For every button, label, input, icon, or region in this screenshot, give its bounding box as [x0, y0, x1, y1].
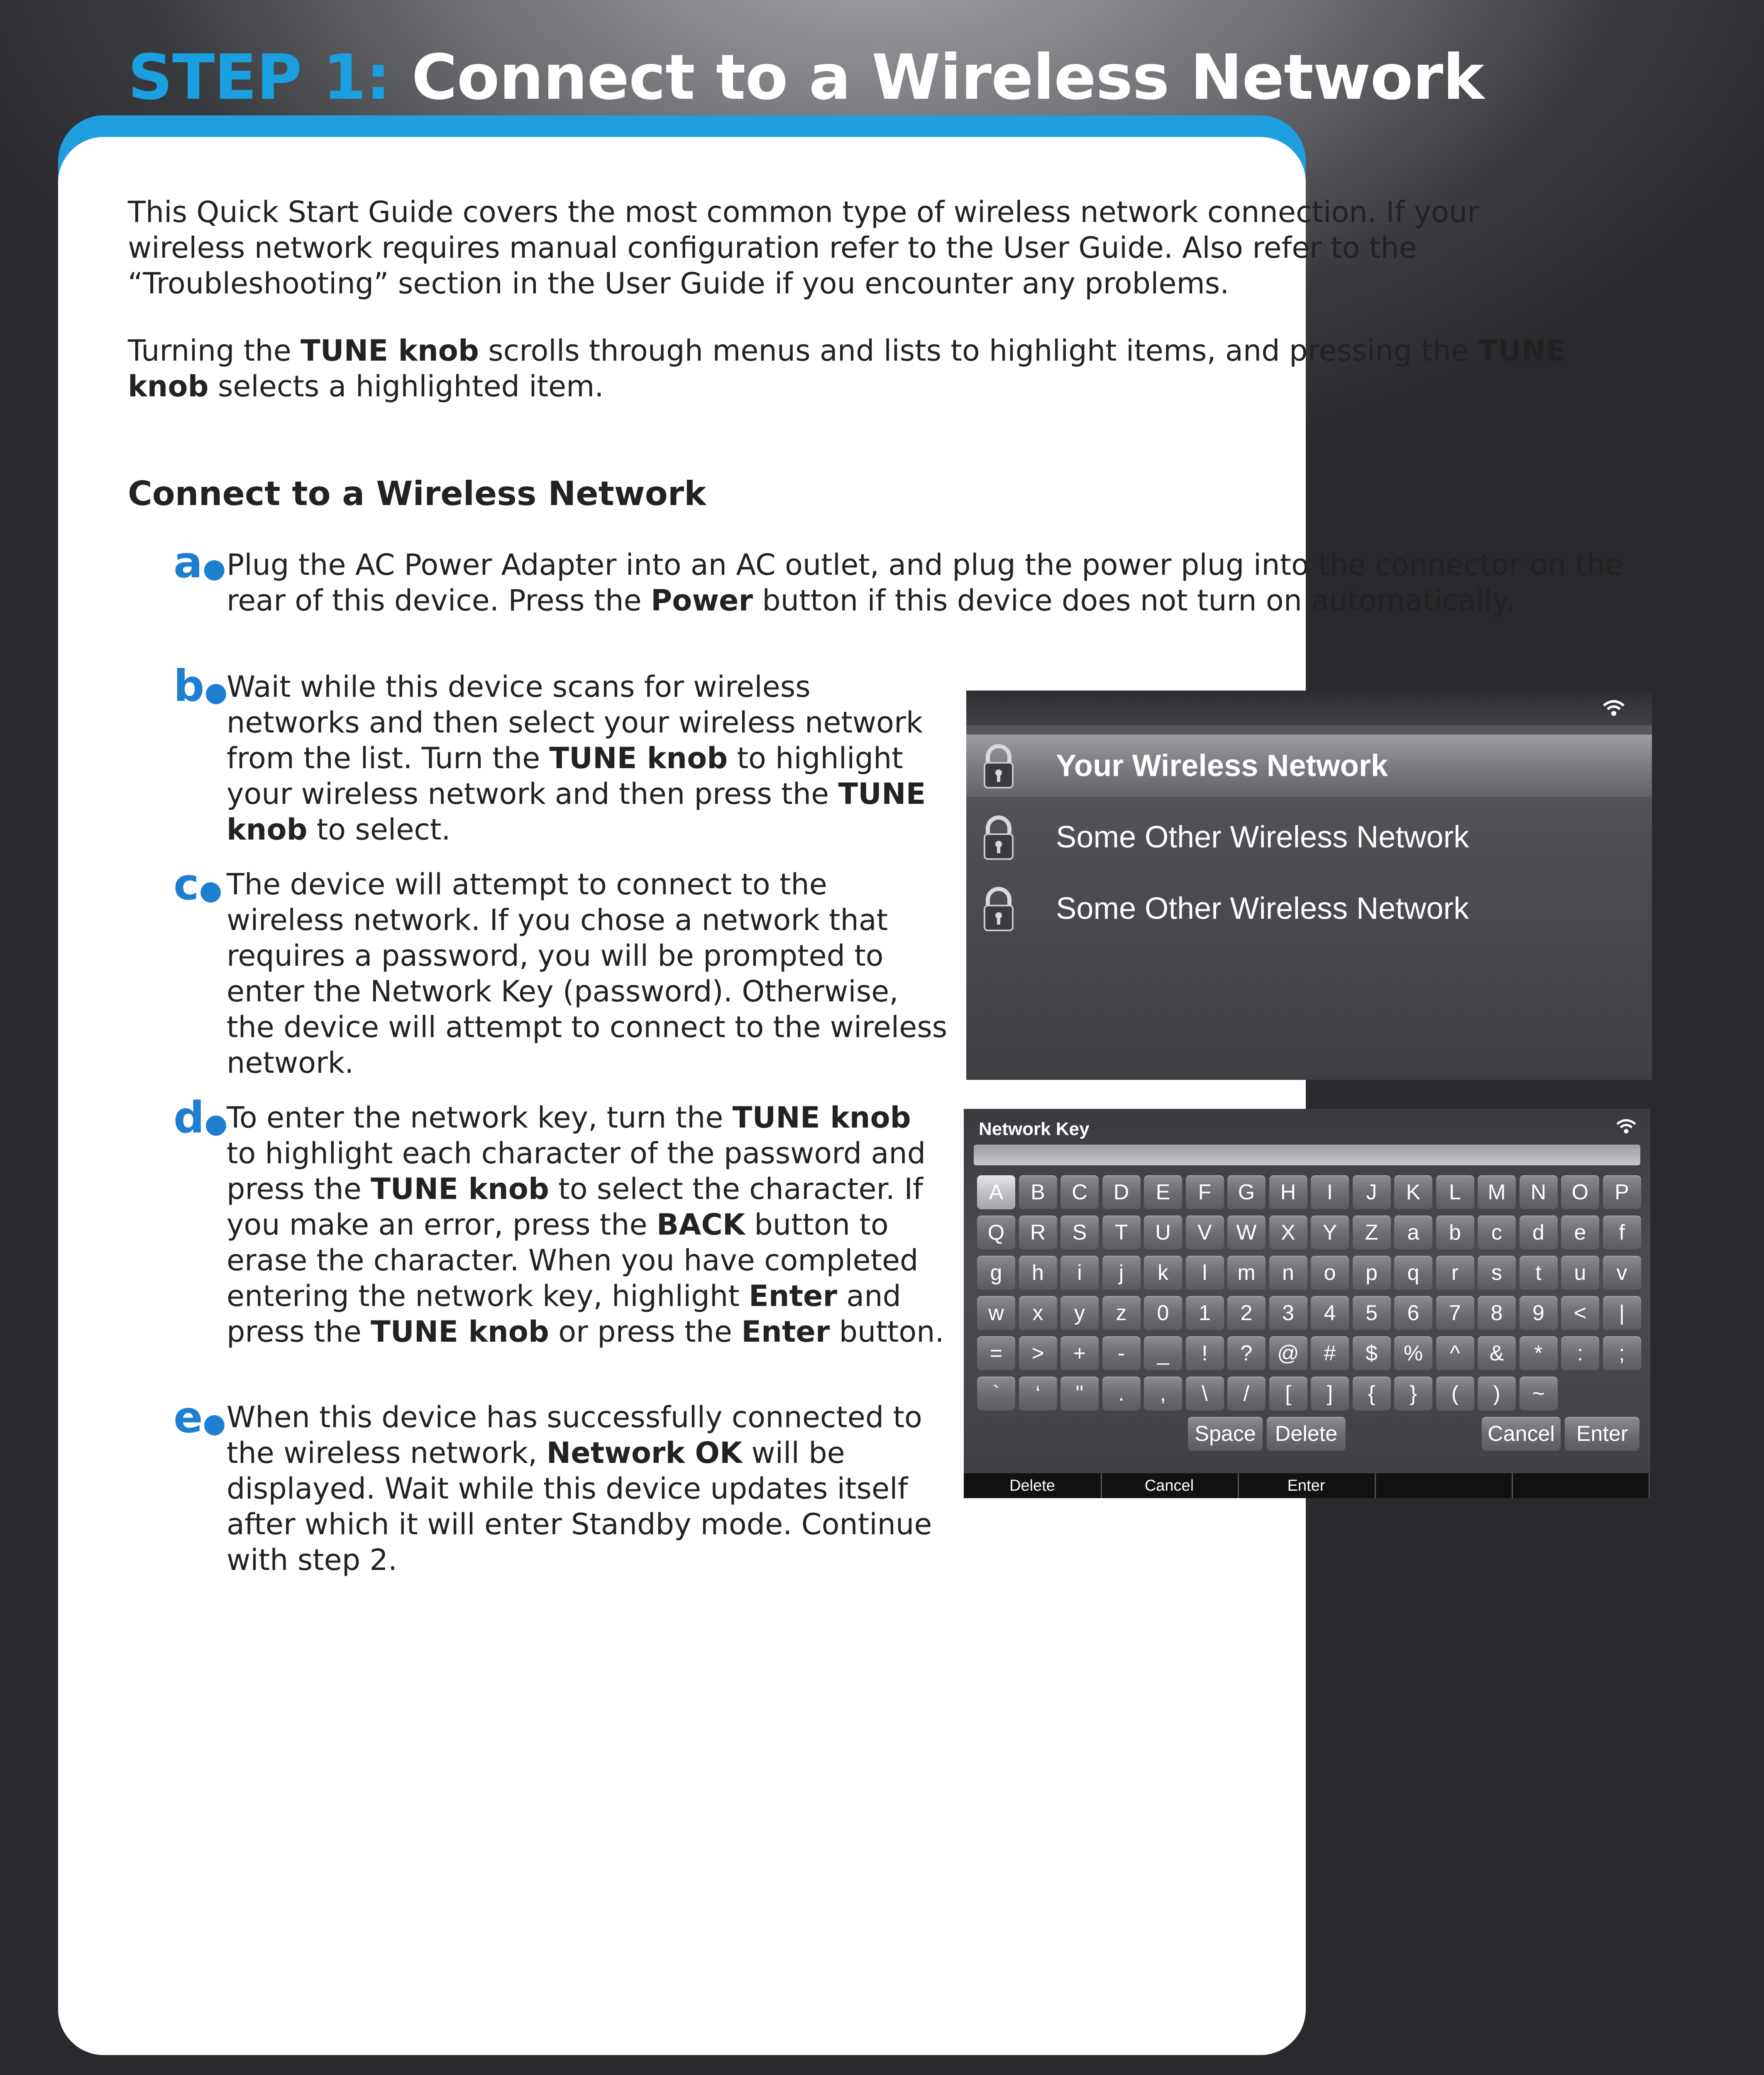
text-run: Plug the AC Power Adapter into an AC outlet, and plug the power plug into the connector on the rear of this device. Press the: [227, 548, 1623, 618]
keyboard-key[interactable]: V: [1186, 1216, 1224, 1250]
keyboard-key[interactable]: z: [1102, 1296, 1141, 1330]
keyboard-key[interactable]: W: [1227, 1216, 1266, 1250]
keyboard-key[interactable]: ^: [1436, 1336, 1474, 1370]
content-panel: [58, 137, 1306, 2055]
keyboard-key[interactable]: T: [1102, 1216, 1141, 1250]
keyboard-key[interactable]: .: [1102, 1377, 1141, 1411]
keyboard-key[interactable]: C: [1060, 1175, 1099, 1209]
keyboard-key[interactable]: ?: [1227, 1336, 1266, 1370]
step-marker-e: [173, 1392, 226, 1443]
keyboard-key[interactable]: >: [1019, 1336, 1057, 1370]
keyboard-key[interactable]: -: [1102, 1336, 1141, 1370]
keyboard-key[interactable]: d: [1520, 1216, 1558, 1250]
bold-run: TUNE knob: [128, 334, 1566, 403]
text-run: button if this device does not turn on automatically.: [753, 583, 1515, 618]
keyboard-key[interactable]: n: [1269, 1256, 1307, 1290]
step-marker-a: [173, 537, 226, 588]
keyboard-key[interactable]: B: [1019, 1175, 1057, 1209]
keyboard-key[interactable]: |: [1603, 1296, 1641, 1330]
screen-title: Network Key: [979, 1119, 1090, 1139]
keyboard-key[interactable]: I: [1311, 1175, 1349, 1209]
text-run: To enter the network key, turn the: [227, 1101, 733, 1135]
keyboard-key[interactable]: 9: [1520, 1296, 1558, 1330]
marker-letter: b: [173, 661, 205, 711]
keyboard-key[interactable]: w: [977, 1296, 1015, 1330]
page-title: [128, 38, 1484, 117]
keyboard-key[interactable]: r: [1436, 1256, 1474, 1290]
keyboard-key[interactable]: :: [1561, 1336, 1599, 1370]
bold-run: TUNE knob: [371, 1315, 550, 1349]
keyboard-key[interactable]: y: [1060, 1296, 1099, 1330]
text-run: to select the character. If you make an error, press the: [227, 1172, 923, 1242]
keyboard-key[interactable]: _: [1144, 1336, 1182, 1370]
keyboard-key[interactable]: l: [1186, 1256, 1224, 1290]
keyboard-key[interactable]: b: [1436, 1216, 1474, 1250]
bold-run: TUNE knob: [227, 777, 926, 847]
keyboard-key[interactable]: M: [1478, 1175, 1516, 1209]
keyboard-key[interactable]: ": [1060, 1377, 1099, 1411]
keyboard-key[interactable]: 2: [1227, 1296, 1266, 1330]
text-run: button to erase the character. When you have completed entering the network key, highlight: [227, 1208, 919, 1313]
keyboard-key[interactable]: m: [1227, 1256, 1266, 1290]
network-key-input[interactable]: [974, 1145, 1640, 1165]
network-name: Some Other Wireless Network: [1056, 820, 1469, 854]
network-name: Your Wireless Network: [1056, 748, 1388, 783]
keyboard-key[interactable]: (: [1436, 1377, 1474, 1411]
space-key[interactable]: Space: [1188, 1417, 1263, 1451]
keyboard-key[interactable]: +: [1060, 1336, 1099, 1370]
bold-run: Power: [650, 583, 753, 618]
keyboard-key[interactable]: /: [1227, 1377, 1266, 1411]
marker-dot: ●: [204, 677, 228, 708]
keyboard-key[interactable]: X: [1269, 1216, 1307, 1250]
text-run: button.: [830, 1315, 944, 1349]
keyboard-key[interactable]: 1: [1186, 1296, 1224, 1330]
step-e-text: [227, 1399, 949, 1578]
step-marker-b: [173, 661, 228, 711]
keyboard-key[interactable]: ): [1478, 1377, 1516, 1411]
bold-run: TUNE knob: [732, 1101, 911, 1135]
keyboard-key[interactable]: e: [1561, 1216, 1599, 1250]
keyboard-key[interactable]: =: [977, 1336, 1015, 1370]
keyboard-key[interactable]: %: [1394, 1336, 1432, 1370]
step-b-text: [227, 669, 949, 847]
keyboard-key[interactable]: P: [1603, 1175, 1641, 1209]
bold-run: Enter: [748, 1279, 838, 1313]
softkey-bar: [964, 1473, 1650, 1498]
text-run: to select.: [307, 813, 451, 847]
lock-icon: [982, 886, 1015, 934]
keyboard-key[interactable]: ,: [1144, 1377, 1182, 1411]
keyboard-key[interactable]: 4: [1311, 1296, 1349, 1330]
bold-run: Enter: [741, 1315, 830, 1349]
bold-run: TUNE knob: [371, 1172, 550, 1206]
network-list-item[interactable]: [966, 806, 1652, 868]
marker-dot: ●: [203, 553, 226, 584]
keyboard-key[interactable]: q: [1394, 1256, 1432, 1290]
keyboard-key[interactable]: ;: [1603, 1336, 1641, 1370]
keyboard-key[interactable]: G: [1227, 1175, 1266, 1209]
marker-dot: ●: [204, 1108, 228, 1139]
text-run: will be displayed. Wait while this device updates itself after which it will enter Standby mode. Continue with step 2.: [227, 1436, 932, 1577]
network-name: Some Other Wireless Network: [1056, 891, 1469, 925]
step-marker-d: [173, 1092, 228, 1143]
keyboard-key[interactable]: R: [1019, 1216, 1057, 1250]
text-run: When this device has successfully connected to the wireless network,: [227, 1400, 922, 1470]
keyboard-key[interactable]: !: [1186, 1336, 1224, 1370]
wifi-icon: [1602, 699, 1625, 717]
keyboard-key[interactable]: D: [1102, 1175, 1141, 1209]
bold-run: TUNE knob: [301, 334, 479, 368]
keyboard-key[interactable]: ]: [1311, 1377, 1349, 1411]
keyboard-key[interactable]: a: [1394, 1216, 1432, 1250]
bold-run: Network OK: [546, 1436, 743, 1470]
keyboard-key[interactable]: *: [1520, 1336, 1558, 1370]
keyboard-key[interactable]: 8: [1478, 1296, 1516, 1330]
text-run: to highlight each character of the password and press the: [227, 1136, 926, 1206]
keyboard-key[interactable]: \: [1186, 1377, 1224, 1411]
step-d-text: [227, 1100, 949, 1350]
keyboard-key[interactable]: o: [1311, 1256, 1349, 1290]
keyboard-key[interactable]: #: [1311, 1336, 1349, 1370]
keyboard-key[interactable]: x: [1019, 1296, 1057, 1330]
keyboard-key[interactable]: Z: [1353, 1216, 1391, 1250]
keyboard-key[interactable]: t: [1520, 1256, 1558, 1290]
keyboard-key[interactable]: `: [977, 1377, 1015, 1411]
keyboard-key[interactable]: 6: [1394, 1296, 1432, 1330]
softkey[interactable]: [1512, 1473, 1650, 1498]
network-key-screen: [964, 1109, 1650, 1498]
keyboard-key[interactable]: p: [1353, 1256, 1391, 1290]
keyboard-key[interactable]: c: [1478, 1216, 1516, 1250]
step-marker-c: [173, 859, 222, 910]
keyboard-key[interactable]: Q: [977, 1216, 1015, 1250]
keyboard-key[interactable]: s: [1478, 1256, 1516, 1290]
marker-letter: c: [173, 859, 199, 910]
keyboard-key[interactable]: v: [1603, 1256, 1641, 1290]
tune-knob-paragraph: [128, 333, 1622, 404]
keyboard-key[interactable]: h: [1019, 1256, 1057, 1290]
text-run: and press the: [227, 1279, 901, 1349]
delete-key[interactable]: Delete: [1267, 1417, 1346, 1451]
marker-letter: e: [173, 1392, 203, 1443]
keyboard-key[interactable]: S: [1060, 1216, 1099, 1250]
softkey[interactable]: Delete: [964, 1473, 1102, 1498]
keyboard-key[interactable]: F: [1186, 1175, 1224, 1209]
text-run: selects a highlighted item.: [208, 369, 604, 403]
step-a-text: [227, 547, 1646, 618]
keyboard-key[interactable]: A: [977, 1175, 1015, 1209]
text-run: Wait while this device scans for wireless networks and then select your wireless network from the list. Turn the: [227, 670, 923, 775]
keyboard-key[interactable]: 5: [1353, 1296, 1391, 1330]
keyboard-key[interactable]: &: [1478, 1336, 1516, 1370]
keyboard-key[interactable]: ~: [1520, 1377, 1558, 1411]
keyboard-key[interactable]: g: [977, 1256, 1015, 1290]
marker-dot: ●: [203, 1408, 226, 1439]
step-label: STEP 1:: [128, 42, 391, 114]
marker-letter: a: [173, 537, 203, 588]
marker-letter: d: [173, 1092, 205, 1143]
keyboard-key[interactable]: 0: [1144, 1296, 1182, 1330]
keyboard-key[interactable]: O: [1561, 1175, 1599, 1209]
keyboard-key[interactable]: ‘: [1019, 1377, 1057, 1411]
keyboard-key[interactable]: f: [1603, 1216, 1641, 1250]
section-heading: Connect to a Wireless Network: [128, 474, 706, 513]
text-run: Turning the: [128, 334, 301, 368]
keyboard-key[interactable]: J: [1353, 1175, 1391, 1209]
title-text: Connect to a Wireless Network: [411, 42, 1484, 114]
lock-icon: [982, 815, 1015, 862]
cancel-key[interactable]: Cancel: [1482, 1417, 1561, 1451]
marker-dot: ●: [199, 875, 222, 906]
keyboard-key[interactable]: [: [1269, 1377, 1307, 1411]
network-list-item[interactable]: [966, 735, 1652, 797]
intro-paragraph: This Quick Start Guide covers the most common type of wireless network connection. If your wireless network requires manual configuration refer to the User Guide. Also refer to the “Troubleshooting” section in the User Guide if you encounter any problems.: [128, 195, 1479, 300]
keyboard-key[interactable]: $: [1353, 1336, 1391, 1370]
wifi-icon: [1615, 1118, 1637, 1135]
keyboard-key[interactable]: N: [1520, 1175, 1558, 1209]
network-list-item[interactable]: [966, 877, 1652, 940]
keyboard-key[interactable]: {: [1353, 1377, 1391, 1411]
network-list-screen: [966, 691, 1652, 1080]
keyboard-key[interactable]: 3: [1269, 1296, 1307, 1330]
keyboard-key[interactable]: i: [1060, 1256, 1099, 1290]
keyboard-key[interactable]: k: [1144, 1256, 1182, 1290]
status-bar: [966, 691, 1652, 725]
step-c-text: The device will attempt to connect to the wireless network. If you chose a network that requires a password, you will be prompted to enter the Network Key (password). Otherwise, the device will attempt to connect to the wireless network.: [227, 867, 948, 1080]
softkey[interactable]: Cancel: [1101, 1473, 1239, 1498]
softkey[interactable]: Enter: [1238, 1473, 1376, 1498]
keyboard-key[interactable]: }: [1394, 1377, 1432, 1411]
keyboard-key[interactable]: K: [1394, 1175, 1432, 1209]
text-run: scrolls through menus and lists to highlight items, and pressing the: [479, 334, 1478, 368]
keyboard-key[interactable]: u: [1561, 1256, 1599, 1290]
keyboard-key[interactable]: Y: [1311, 1216, 1349, 1250]
keyboard-key[interactable]: @: [1269, 1336, 1307, 1370]
keyboard-key[interactable]: E: [1144, 1175, 1182, 1209]
lock-icon: [982, 744, 1015, 791]
bold-run: BACK: [656, 1208, 745, 1242]
enter-key[interactable]: Enter: [1565, 1417, 1639, 1451]
keyboard-key[interactable]: j: [1102, 1256, 1141, 1290]
keyboard-key[interactable]: L: [1436, 1175, 1474, 1209]
keyboard-key[interactable]: H: [1269, 1175, 1307, 1209]
text-run: or press the: [549, 1315, 742, 1349]
text-run: to highlight your wireless network and then press the: [227, 741, 903, 811]
keyboard-key[interactable]: 7: [1436, 1296, 1474, 1330]
softkey[interactable]: [1375, 1473, 1513, 1498]
keyboard-key[interactable]: U: [1144, 1216, 1182, 1250]
bold-run: TUNE knob: [549, 741, 728, 775]
keyboard-key[interactable]: <: [1561, 1296, 1599, 1330]
